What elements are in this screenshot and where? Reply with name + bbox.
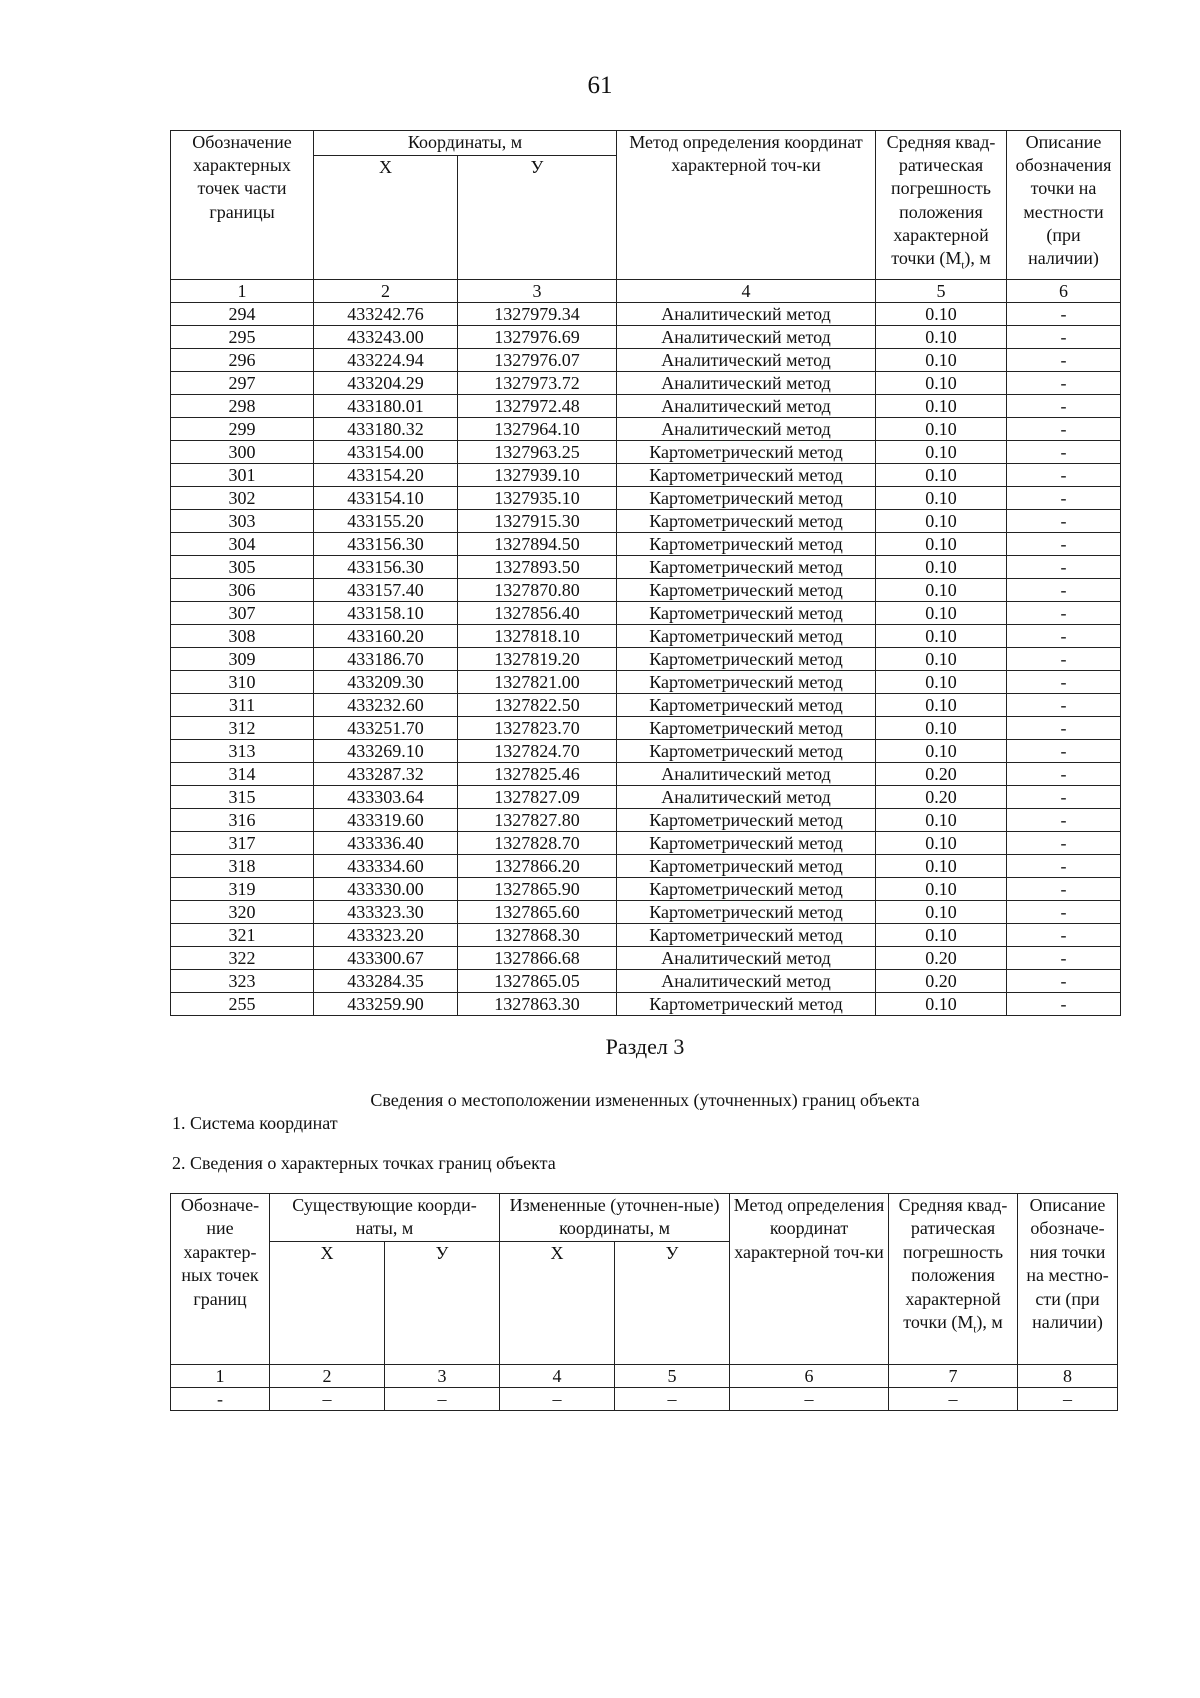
column-number: 4 xyxy=(500,1365,615,1388)
table-cell: 1327893.50 xyxy=(458,556,617,579)
table-cell: 303 xyxy=(171,510,314,533)
table-cell: Аналитический метод xyxy=(617,947,876,970)
table-cell: 0.10 xyxy=(876,556,1007,579)
table-cell: 0.10 xyxy=(876,855,1007,878)
section-title: Раздел 3 xyxy=(605,1034,685,1059)
table-cell: 0.10 xyxy=(876,717,1007,740)
table-cell: Картометрический метод xyxy=(617,924,876,947)
table-cell: 433303.64 xyxy=(314,786,458,809)
table-cell: 433232.60 xyxy=(314,694,458,717)
table-cell: 308 xyxy=(171,625,314,648)
t2-header-changed: Измененные (уточнен-ные) координаты, м xyxy=(500,1194,730,1242)
table-cell: Аналитический метод xyxy=(617,326,876,349)
table-cell: 1327821.00 xyxy=(458,671,617,694)
table-cell: Картометрический метод xyxy=(617,487,876,510)
table-cell: 433156.30 xyxy=(314,533,458,556)
page-number: 61 xyxy=(587,72,613,99)
table-cell: - xyxy=(1007,326,1121,349)
table-cell: 433287.32 xyxy=(314,763,458,786)
table-cell: 1327979.34 xyxy=(458,303,617,326)
table-cell: Аналитический метод xyxy=(617,372,876,395)
table-cell: Картометрический метод xyxy=(617,855,876,878)
table-cell: 1327827.09 xyxy=(458,786,617,809)
table-cell: 433158.10 xyxy=(314,602,458,625)
table-row xyxy=(171,326,1121,349)
table-cell: - xyxy=(1007,809,1121,832)
t2-header-x-existing: Х xyxy=(270,1241,385,1364)
table-cell: 433186.70 xyxy=(314,648,458,671)
table-row xyxy=(171,625,1121,648)
table-cell: Картометрический метод xyxy=(617,993,876,1016)
table-cell: 0.10 xyxy=(876,372,1007,395)
table-cell: 0.10 xyxy=(876,648,1007,671)
t2-header-method: Метод определения координат характерной точ-ки xyxy=(730,1194,889,1365)
column-number: 1 xyxy=(171,1365,270,1388)
column-number: 6 xyxy=(730,1365,889,1388)
table-cell: 255 xyxy=(171,993,314,1016)
table-cell: 1327866.20 xyxy=(458,855,617,878)
table-row xyxy=(171,349,1121,372)
table-cell: - xyxy=(1007,303,1121,326)
table-cell: 1327973.72 xyxy=(458,372,617,395)
t2-header-description: Описание обозначе-ния точки на местно-сти (при наличии) xyxy=(1018,1194,1118,1365)
column-number: 1 xyxy=(171,280,314,303)
boundary-points-table xyxy=(170,130,1121,1016)
table-row xyxy=(171,855,1121,878)
table-cell: - xyxy=(1007,901,1121,924)
table-cell: 0.20 xyxy=(876,970,1007,993)
table-row xyxy=(171,1388,1118,1411)
table-cell: 433330.00 xyxy=(314,878,458,901)
table-cell: Картометрический метод xyxy=(617,579,876,602)
table-cell: 312 xyxy=(171,717,314,740)
t2-header-designation: Обозначе-ние характер-ных точек границ xyxy=(171,1194,270,1365)
column-number: 5 xyxy=(876,280,1007,303)
table-cell: 307 xyxy=(171,602,314,625)
table-cell: 433251.70 xyxy=(314,717,458,740)
table-cell: Аналитический метод xyxy=(617,395,876,418)
table-cell: 0.10 xyxy=(876,993,1007,1016)
table-cell: - xyxy=(1007,395,1121,418)
table-cell: 1327868.30 xyxy=(458,924,617,947)
table-cell: 433155.20 xyxy=(314,510,458,533)
table-cell: 1327822.50 xyxy=(458,694,617,717)
table-row xyxy=(171,970,1121,993)
table-cell: 315 xyxy=(171,786,314,809)
table-cell: - xyxy=(1007,487,1121,510)
table-cell: 297 xyxy=(171,372,314,395)
table-cell: - xyxy=(1007,441,1121,464)
table-cell: – xyxy=(500,1388,615,1411)
table-cell: 302 xyxy=(171,487,314,510)
table-cell: 433224.94 xyxy=(314,349,458,372)
column-number: 2 xyxy=(270,1365,385,1388)
header-x: Х xyxy=(314,156,458,280)
column-number: 2 xyxy=(314,280,458,303)
table-cell: 317 xyxy=(171,832,314,855)
table-cell: 433334.60 xyxy=(314,855,458,878)
table-cell: Аналитический метод xyxy=(617,418,876,441)
t2-header-error: Средняя квад-ратическая погрешность положения характерной точки $(М_t)$, м xyxy=(889,1194,1018,1365)
table-row xyxy=(171,464,1121,487)
table-cell: 433204.29 xyxy=(314,372,458,395)
table-cell: 1327963.25 xyxy=(458,441,617,464)
table-cell: 1327865.60 xyxy=(458,901,617,924)
table-cell: 0.10 xyxy=(876,901,1007,924)
table-cell: 1327863.30 xyxy=(458,993,617,1016)
table-cell: 1327870.80 xyxy=(458,579,617,602)
header-y: У xyxy=(458,156,617,280)
table-cell: 0.10 xyxy=(876,533,1007,556)
table-cell: - xyxy=(1007,510,1121,533)
table-cell: 0.10 xyxy=(876,349,1007,372)
table-cell: 433243.00 xyxy=(314,326,458,349)
header-description: Описание обозначения точки на местности (при наличии) xyxy=(1007,131,1121,280)
table-row xyxy=(171,648,1121,671)
table-cell: 300 xyxy=(171,441,314,464)
table-row xyxy=(171,579,1121,602)
table-cell: 0.10 xyxy=(876,671,1007,694)
table-cell: 0.10 xyxy=(876,579,1007,602)
table-cell: 1327828.70 xyxy=(458,832,617,855)
table-cell: 1327964.10 xyxy=(458,418,617,441)
table-cell: - xyxy=(171,1388,270,1411)
table-cell: - xyxy=(1007,533,1121,556)
table-cell: 309 xyxy=(171,648,314,671)
table-cell: - xyxy=(1007,625,1121,648)
header-error: Средняя квад-ратическая погрешность положения характерной точки $(М_t)$, м xyxy=(876,131,1007,280)
table-cell: Аналитический метод xyxy=(617,786,876,809)
table-cell: Картометрический метод xyxy=(617,740,876,763)
table-cell: 304 xyxy=(171,533,314,556)
table-cell: 433156.30 xyxy=(314,556,458,579)
table-cell: 313 xyxy=(171,740,314,763)
table-cell: – xyxy=(270,1388,385,1411)
table-cell: - xyxy=(1007,970,1121,993)
table-cell: 322 xyxy=(171,947,314,970)
table-cell: – xyxy=(889,1388,1018,1411)
table-cell: 0.10 xyxy=(876,464,1007,487)
table-cell: - xyxy=(1007,694,1121,717)
table-cell: 0.10 xyxy=(876,395,1007,418)
table-row xyxy=(171,441,1121,464)
table-cell: 1327865.90 xyxy=(458,878,617,901)
table-cell: 1327939.10 xyxy=(458,464,617,487)
table-cell: Картометрический метод xyxy=(617,441,876,464)
table-cell: 0.10 xyxy=(876,418,1007,441)
table-row xyxy=(171,740,1121,763)
table-cell: Картометрический метод xyxy=(617,602,876,625)
table-cell: - xyxy=(1007,418,1121,441)
table-cell: 299 xyxy=(171,418,314,441)
table-cell: Картометрический метод xyxy=(617,809,876,832)
table-cell: 433319.60 xyxy=(314,809,458,832)
table-cell: Аналитический метод xyxy=(617,970,876,993)
table-cell: Аналитический метод xyxy=(617,303,876,326)
table-cell: 0.10 xyxy=(876,326,1007,349)
table-cell: 1327824.70 xyxy=(458,740,617,763)
table-row xyxy=(171,763,1121,786)
table-cell: Картометрический метод xyxy=(617,878,876,901)
changed-boundaries-table xyxy=(170,1193,1118,1411)
table-cell: 433259.90 xyxy=(314,993,458,1016)
table-row xyxy=(171,602,1121,625)
table-cell: - xyxy=(1007,464,1121,487)
table-cell: 433160.20 xyxy=(314,625,458,648)
table-row xyxy=(171,878,1121,901)
table-cell: – xyxy=(1018,1388,1118,1411)
t2-header-existing: Существующие коорди-наты, м xyxy=(270,1194,500,1242)
table-row xyxy=(171,487,1121,510)
table-cell: 319 xyxy=(171,878,314,901)
column-number: 3 xyxy=(385,1365,500,1388)
header-coordinates: Координаты, м xyxy=(314,131,617,156)
t2-header-y-changed: У xyxy=(615,1241,730,1364)
table-cell: - xyxy=(1007,349,1121,372)
table-cell: - xyxy=(1007,717,1121,740)
table-cell: 0.10 xyxy=(876,832,1007,855)
table-cell: 0.20 xyxy=(876,786,1007,809)
table-cell: 301 xyxy=(171,464,314,487)
column-number: 3 xyxy=(458,280,617,303)
table-cell: - xyxy=(1007,763,1121,786)
table-cell: - xyxy=(1007,878,1121,901)
table-cell: - xyxy=(1007,993,1121,1016)
table-cell: 295 xyxy=(171,326,314,349)
boundary-points-item: 2. Сведения о характерных точках границ объекта xyxy=(172,1153,556,1173)
table-cell: 0.10 xyxy=(876,441,1007,464)
table-cell: 318 xyxy=(171,855,314,878)
table-cell: 433180.01 xyxy=(314,395,458,418)
table-cell: 433154.10 xyxy=(314,487,458,510)
table-cell: 1327915.30 xyxy=(458,510,617,533)
table-cell: Картометрический метод xyxy=(617,556,876,579)
table-cell: 433154.00 xyxy=(314,441,458,464)
column-number: 6 xyxy=(1007,280,1121,303)
table-cell: – xyxy=(615,1388,730,1411)
table-cell: 320 xyxy=(171,901,314,924)
table-cell: 311 xyxy=(171,694,314,717)
table-cell: 1327819.20 xyxy=(458,648,617,671)
table-cell: 433269.10 xyxy=(314,740,458,763)
table-row xyxy=(171,901,1121,924)
table-row xyxy=(171,395,1121,418)
table-cell: 314 xyxy=(171,763,314,786)
table-row xyxy=(171,832,1121,855)
table-cell: 306 xyxy=(171,579,314,602)
header-method: Метод определения координат характерной точ-ки xyxy=(617,131,876,280)
table-cell: 433336.40 xyxy=(314,832,458,855)
table-row xyxy=(171,303,1121,326)
table-cell: 1327866.68 xyxy=(458,947,617,970)
table-cell: - xyxy=(1007,855,1121,878)
table-cell: 0.10 xyxy=(876,740,1007,763)
table-cell: 1327827.80 xyxy=(458,809,617,832)
table-row xyxy=(171,510,1121,533)
table-row xyxy=(171,694,1121,717)
table-row xyxy=(171,786,1121,809)
table-cell: 433323.30 xyxy=(314,901,458,924)
table-row xyxy=(171,671,1121,694)
coordinate-system-item: 1. Система координат xyxy=(172,1113,338,1133)
table-cell: 316 xyxy=(171,809,314,832)
table-cell: 433284.35 xyxy=(314,970,458,993)
table-cell: 0.10 xyxy=(876,303,1007,326)
table-row xyxy=(171,556,1121,579)
table-cell: 0.10 xyxy=(876,924,1007,947)
table-cell: 433323.20 xyxy=(314,924,458,947)
table-cell: 305 xyxy=(171,556,314,579)
table-cell: 1327825.46 xyxy=(458,763,617,786)
table-cell: 0.10 xyxy=(876,625,1007,648)
table-cell: 1327823.70 xyxy=(458,717,617,740)
table-cell: Картометрический метод xyxy=(617,901,876,924)
table-cell: 0.10 xyxy=(876,487,1007,510)
table-cell: 310 xyxy=(171,671,314,694)
table-cell: 298 xyxy=(171,395,314,418)
table-row xyxy=(171,418,1121,441)
table-cell: Картометрический метод xyxy=(617,510,876,533)
table-cell: Аналитический метод xyxy=(617,763,876,786)
table-cell: - xyxy=(1007,372,1121,395)
table-cell: 321 xyxy=(171,924,314,947)
table-cell: – xyxy=(385,1388,500,1411)
table-cell: 1327972.48 xyxy=(458,395,617,418)
table-cell: 433242.76 xyxy=(314,303,458,326)
table-cell: - xyxy=(1007,602,1121,625)
column-number: 7 xyxy=(889,1365,1018,1388)
table-cell: 1327865.05 xyxy=(458,970,617,993)
table-cell: – xyxy=(730,1388,889,1411)
table-cell: Картометрический метод xyxy=(617,533,876,556)
table-cell: Аналитический метод xyxy=(617,349,876,372)
table-cell: - xyxy=(1007,648,1121,671)
table-cell: 0.10 xyxy=(876,878,1007,901)
column-number: 5 xyxy=(615,1365,730,1388)
table-cell: 1327976.07 xyxy=(458,349,617,372)
table-cell: 0.20 xyxy=(876,947,1007,970)
table-cell: - xyxy=(1007,579,1121,602)
table-cell: 1327856.40 xyxy=(458,602,617,625)
table-cell: Картометрический метод xyxy=(617,625,876,648)
table-cell: 0.10 xyxy=(876,694,1007,717)
table-row xyxy=(171,993,1121,1016)
table-cell: 294 xyxy=(171,303,314,326)
table-cell: - xyxy=(1007,924,1121,947)
table-cell: Картометрический метод xyxy=(617,464,876,487)
table-cell: 0.20 xyxy=(876,763,1007,786)
table-cell: Картометрический метод xyxy=(617,648,876,671)
table-cell: - xyxy=(1007,740,1121,763)
table-cell: - xyxy=(1007,786,1121,809)
table-cell: 323 xyxy=(171,970,314,993)
table-cell: - xyxy=(1007,832,1121,855)
table-cell: 433300.67 xyxy=(314,947,458,970)
table-row xyxy=(171,947,1121,970)
table-row xyxy=(171,533,1121,556)
table-row xyxy=(171,717,1121,740)
table-cell: 296 xyxy=(171,349,314,372)
t2-header-y-existing: У xyxy=(385,1241,500,1364)
table-cell: 0.10 xyxy=(876,602,1007,625)
table-cell: - xyxy=(1007,947,1121,970)
table-cell: 0.10 xyxy=(876,809,1007,832)
table-cell: Картометрический метод xyxy=(617,832,876,855)
section-subtitle: Сведения о местоположении измененных (уточненных) границ объекта xyxy=(370,1090,920,1110)
table-cell: 433154.20 xyxy=(314,464,458,487)
table-cell: Картометрический метод xyxy=(617,671,876,694)
table-row xyxy=(171,372,1121,395)
table-cell: - xyxy=(1007,671,1121,694)
table-cell: 1327818.10 xyxy=(458,625,617,648)
table-cell: 433157.40 xyxy=(314,579,458,602)
table-cell: Картометрический метод xyxy=(617,717,876,740)
header-designation: Обозначение характерных точек части границы xyxy=(171,131,314,280)
column-number: 4 xyxy=(617,280,876,303)
column-number: 8 xyxy=(1018,1365,1118,1388)
t2-header-x-changed: Х xyxy=(500,1241,615,1364)
table-cell: Картометрический метод xyxy=(617,694,876,717)
table-row xyxy=(171,924,1121,947)
table-cell: 1327894.50 xyxy=(458,533,617,556)
table-row xyxy=(171,809,1121,832)
table-cell: 433180.32 xyxy=(314,418,458,441)
table-cell: 433209.30 xyxy=(314,671,458,694)
table-cell: 0.10 xyxy=(876,510,1007,533)
table-cell: 1327935.10 xyxy=(458,487,617,510)
table-cell: 1327976.69 xyxy=(458,326,617,349)
table-cell: - xyxy=(1007,556,1121,579)
